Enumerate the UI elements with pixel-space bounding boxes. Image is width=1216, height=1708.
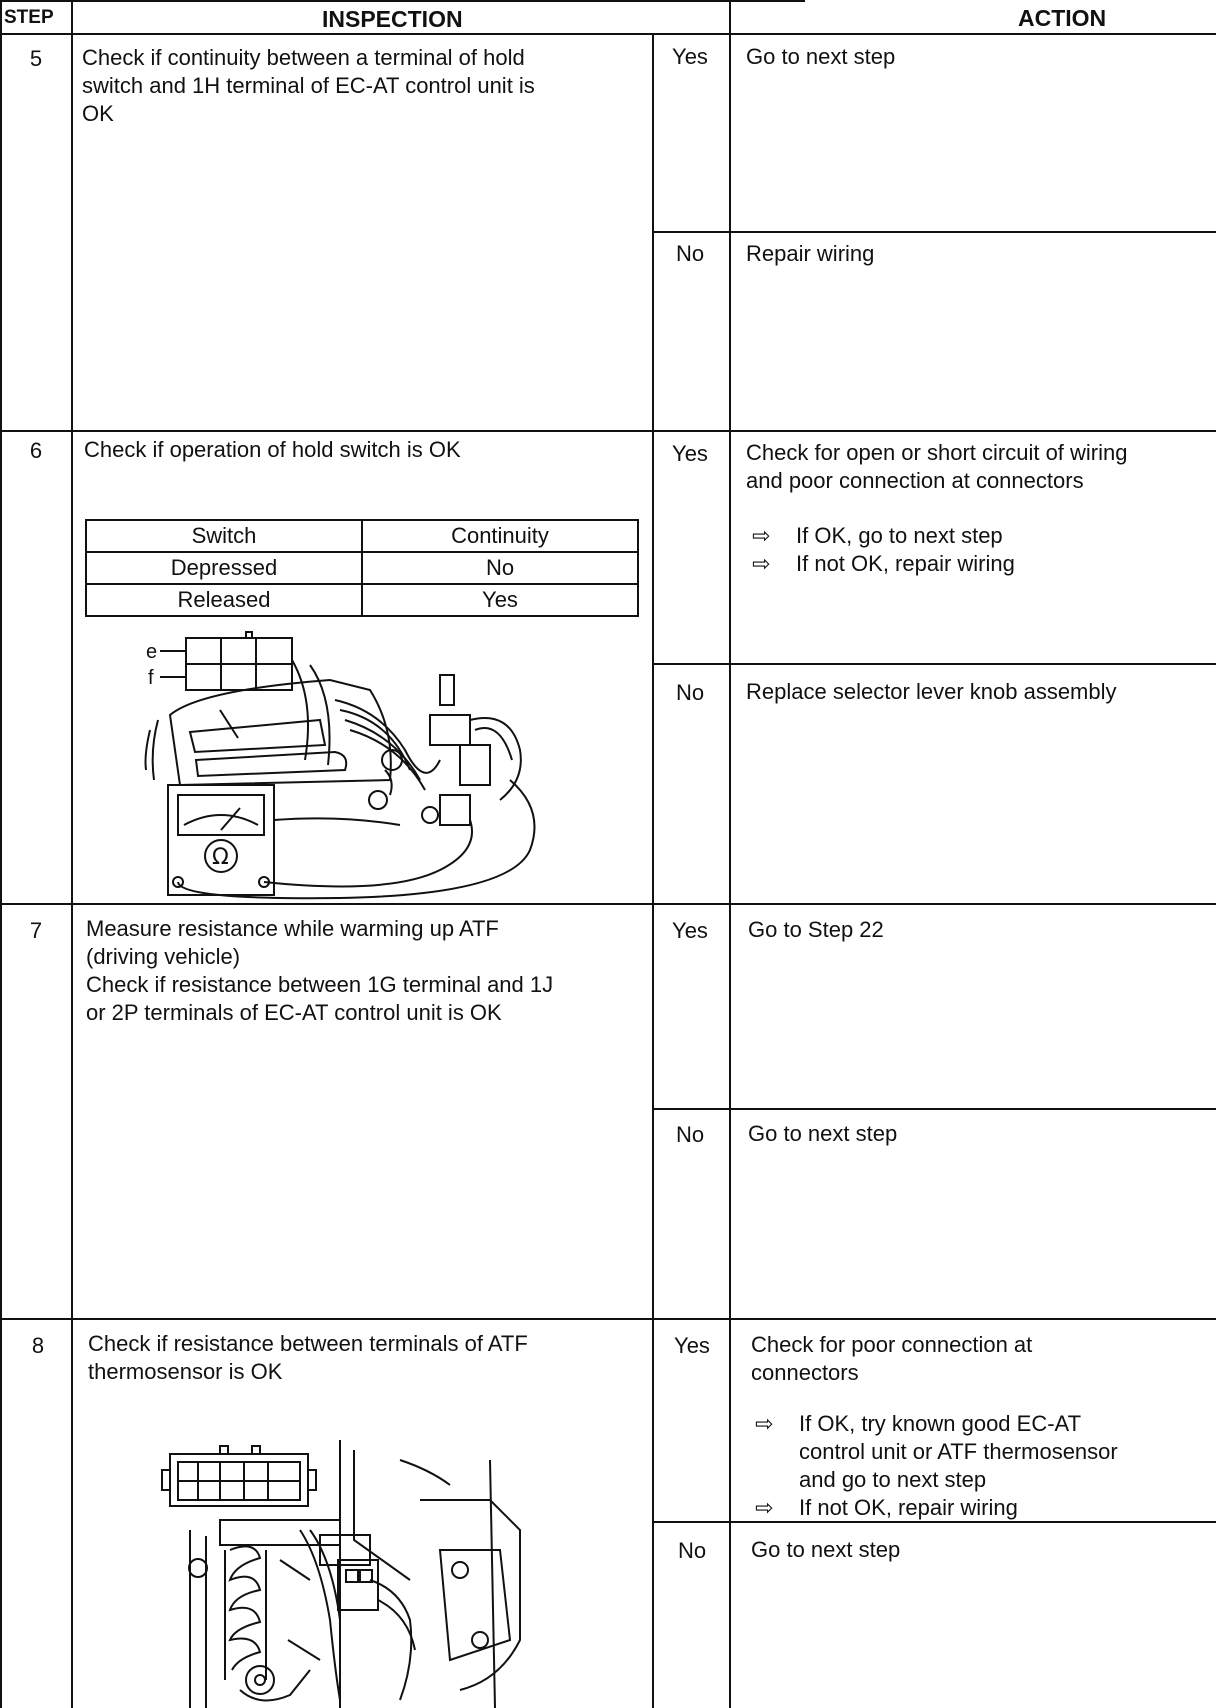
label-f: f [148,667,154,689]
step-number: 7 [29,918,43,943]
step7-yes-no-divider [652,1108,1216,1110]
step6-yes-no-divider [652,663,1216,665]
bullet-text: If not OK, repair wiring [796,551,1015,576]
inspection-line: (driving vehicle) [86,944,241,969]
yes-label: Yes [674,1333,710,1358]
inspection-line: OK [82,101,114,126]
bullet-text: If not OK, repair wiring [799,1495,1018,1520]
step5-yes-no-divider [652,231,1216,233]
arrow-icon: ⇨ [752,551,771,576]
connector-drawing [440,675,454,705]
yes-bullets [752,522,1015,578]
hold-switch-illustration [140,620,570,900]
step-number: 6 [29,438,43,463]
atf-thermosensor-illustration [160,1440,540,1708]
bullet-item [755,1410,1118,1438]
step7-bottom-border [0,1318,1216,1320]
no-label: No [675,241,705,266]
switch-continuity-table [85,519,639,617]
step-number: 8 [31,1333,45,1358]
bullet-text: If OK, try known good EC-AT [799,1411,1082,1436]
table-cell: No [362,552,638,584]
table-row [86,552,638,584]
header-action: ACTION [1018,5,1107,31]
yes-action [746,439,1128,495]
step5-bottom-border [0,430,1216,432]
inspection-line: Check if resistance between 1G terminal and 1J [86,972,554,997]
arrow-icon: ⇨ [755,1411,774,1436]
no-label: No [675,680,705,705]
inspection-text: Check if operation of hold switch is OK [84,437,461,462]
spring-drawing [230,1546,260,1670]
yes-label: Yes [672,441,708,466]
inspection-text [82,44,535,128]
inspection-text [86,915,553,1027]
step6-bottom-border [0,903,1216,905]
table-cell: Yes [362,584,638,616]
inspection-line: switch and 1H terminal of EC-AT control unit is [82,73,535,98]
yes-no-column-divider [652,33,654,1708]
header-inspection: INSPECTION [322,6,463,32]
bullet-item [752,522,1015,550]
step-number: 5 [29,46,43,71]
table-header-switch: Switch [86,520,362,552]
header-step: STEP [4,7,54,28]
bullet-item [755,1438,1118,1466]
action-line: Check for poor connection at [751,1332,1033,1357]
bullet-text: and go to next step [799,1467,987,1492]
yes-bullets [755,1410,1118,1522]
action-line: and poor connection at connectors [746,468,1084,493]
yes-label: Yes [672,918,708,943]
arrow-icon: ⇨ [755,1495,774,1520]
no-action: Replace selector lever knob assembly [746,679,1117,704]
step-column-divider [71,0,73,1708]
connector-drawing [430,715,470,745]
yes-label: Yes [672,44,708,69]
no-label: No [675,1122,705,1147]
bullet-item [752,550,1015,578]
inspection-text [88,1330,528,1386]
table-top-border [0,0,805,2]
no-action: Go to next step [751,1537,901,1562]
table-cell: Depressed [86,552,362,584]
inspection-line: Check if resistance between terminals of ATF [88,1331,528,1356]
table-header-continuity: Continuity [362,520,638,552]
label-e: e [146,641,158,663]
inspection-line: or 2P terminals of EC-AT control unit is OK [86,1000,502,1025]
table-cell: Released [86,584,362,616]
inspection-line: Measure resistance while warming up ATF [86,916,499,941]
yes-action [751,1331,1032,1387]
table-row [86,584,638,616]
bullet-text: If OK, go to next step [796,523,1003,548]
left-border [0,0,2,1708]
yes-action: Go to Step 22 [748,917,884,942]
ohm-symbol: Ω [212,845,229,870]
no-action: Go to next step [748,1121,898,1146]
inspection-line: Check if continuity between a terminal of hold [82,45,525,70]
yes-action: Go to next step [746,44,896,69]
bullet-item [755,1494,1118,1522]
sensor-plug-drawing [338,1560,378,1610]
bullet-text: control unit or ATF thermosensor [799,1439,1118,1464]
arrow-icon: ⇨ [752,523,771,548]
action-line: Check for open or short circuit of wiring [746,440,1128,465]
header-bottom-border [0,33,1216,35]
action-line: connectors [751,1360,859,1385]
bullet-item [755,1466,1118,1494]
inspection-line: thermosensor is OK [88,1359,283,1384]
no-action: Repair wiring [746,241,875,266]
no-label: No [677,1538,707,1563]
